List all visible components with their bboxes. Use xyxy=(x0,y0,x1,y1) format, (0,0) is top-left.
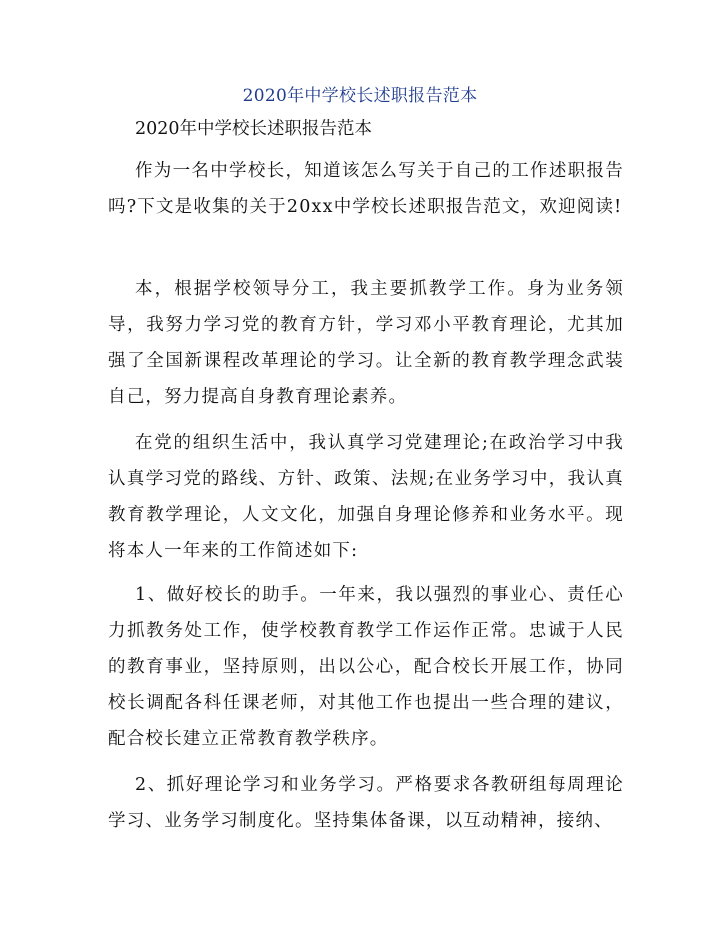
paragraph-teaching-work: 本，根据学校领导分工，我主要抓教学工作。身为业务领导，我努力学习党的教育方针，学习邓小平教育理论，尤其加强了全国新课程改革理论的学习。让全新的教育教学理念武装自己，努力提高自身教育理论素养。 xyxy=(108,279,624,407)
paragraph-item-1: 1、做好校长的助手。一年来，我以强烈的事业心、责任心力抓教务处工作，使学校教育教学工作运作正常。忠诚于人民的教育事业，坚持原则，出以公心，配合校长开展工作，协同校长调配各科任课老师，对其他工作也提出一些合理的建议，配合校长建立正常教育教学秩序。 xyxy=(108,585,624,749)
paragraph-party-study: 在党的组织生活中，我认真学习党建理论;在政治学习中我认真学习党的路线、方针、政策、法规;在业务学习中，我认真教育教学理论，人文文化，加强自身理论修养和业务水平。现将本人一年来的工作简述如下: xyxy=(108,433,624,561)
document-title: 2020年中学校长述职报告范本 xyxy=(242,86,478,106)
paragraph-intro: 作为一名中学校长，知道该怎么写关于自己的工作述职报告吗?下文是收集的关于20xx中学校长述职报告范文，欢迎阅读! xyxy=(108,161,624,217)
document-subtitle: 2020年中学校长述职报告范本 xyxy=(135,119,373,139)
paragraph-item-2: 2、抓好理论学习和业务学习。严格要求各教研组每周理论学习、业务学习制度化。坚持集体备课，以互动精神，接纳、 xyxy=(108,775,624,831)
